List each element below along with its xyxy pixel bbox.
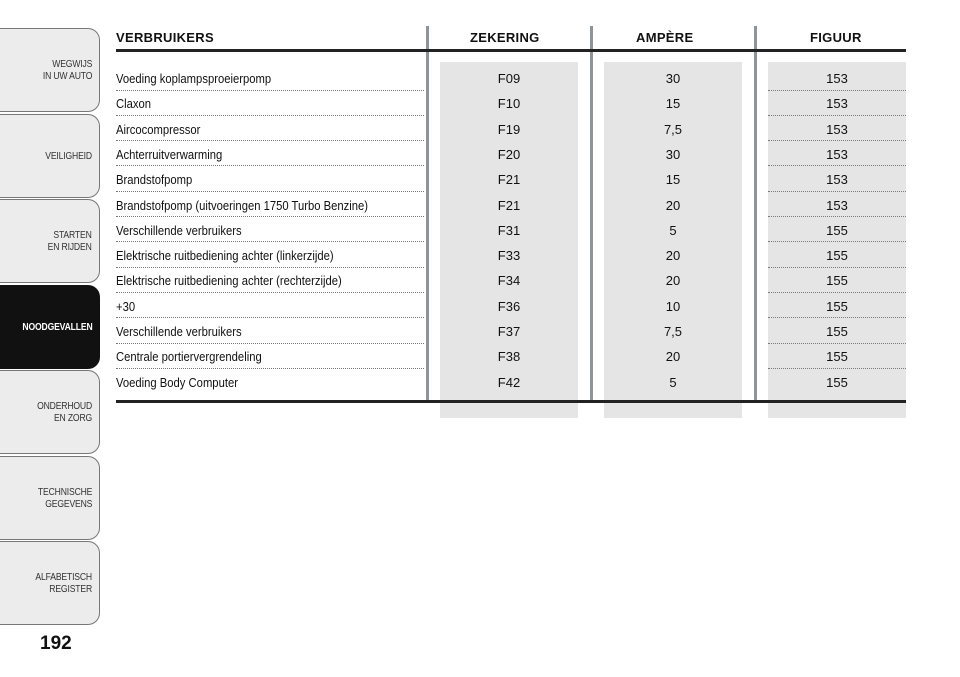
row-divider	[768, 292, 906, 293]
consumer-cell: Elektrische ruitbediening achter (rechterzijde)	[116, 274, 342, 289]
row-divider	[768, 115, 906, 116]
consumer-cell: Brandstofpomp (uitvoeringen 1750 Turbo Benzine)	[116, 198, 369, 213]
ampere-cell: 15	[665, 172, 681, 188]
chapter-tab-label-line1: NOODGEVALLEN	[21, 320, 92, 333]
chapter-tab-label-line2: REGISTER	[49, 583, 92, 595]
row-divider	[116, 140, 424, 141]
row-divider	[116, 292, 424, 293]
chapter-tab-label	[35, 571, 92, 595]
consumer-cell: Centrale portiervergrendeling	[116, 350, 262, 365]
fuse-cell: F36	[497, 298, 521, 314]
fuse-cell: F42	[497, 374, 521, 390]
fuse-cell: F21	[497, 197, 521, 213]
fuse-cell: F20	[497, 146, 521, 162]
row-divider	[768, 267, 906, 268]
row-divider	[768, 191, 906, 192]
fuse-column-band	[440, 62, 578, 418]
chapter-tab-label	[37, 400, 92, 424]
chapter-tab-label	[45, 150, 92, 162]
column-separator	[754, 26, 757, 402]
row-divider	[768, 165, 906, 166]
chapter-tab-label	[22, 321, 92, 333]
figure-cell: 155	[826, 374, 848, 390]
chapter-tab-label-line1: STARTEN	[53, 229, 92, 241]
header-figure: FIGUUR	[810, 30, 862, 45]
chapter-tab-label-line2: GEGEVENS	[44, 497, 92, 510]
figure-cell: 155	[826, 324, 848, 339]
figure-cell: 153	[826, 146, 848, 162]
row-divider	[768, 343, 906, 344]
chapter-tab-label-line1: VEILIGHEID	[45, 149, 92, 162]
chapter-tab-label	[48, 229, 92, 253]
ampere-cell: 5	[669, 222, 677, 238]
figure-cell: 153	[826, 172, 848, 188]
chapter-tab-label-line1: TECHNISCHE	[37, 485, 92, 498]
chapter-tab-label	[43, 58, 92, 82]
header-fuse: ZEKERING	[470, 30, 540, 45]
consumer-cell: Voeding Body Computer	[116, 375, 238, 390]
consumer-cell: Verschillende verbruikers	[116, 325, 242, 339]
fuse-cell: F33	[497, 248, 521, 264]
figure-cell: 155	[826, 222, 848, 238]
fuse-cell: F34	[497, 273, 521, 289]
row-divider	[768, 368, 906, 369]
figure-cell: 155	[826, 298, 848, 314]
figure-cell: 155	[826, 349, 848, 365]
chapter-tab[interactable]	[0, 370, 100, 454]
header-rule	[116, 49, 906, 52]
chapter-tab-label-line2: IN UW AUTO	[42, 70, 92, 82]
row-divider	[768, 216, 906, 217]
chapter-tab-label-line1: ALFABETISCH	[35, 571, 92, 583]
chapter-tab[interactable]	[0, 114, 100, 198]
ampere-cell: 10	[665, 298, 681, 314]
ampere-cell: 20	[665, 273, 681, 289]
figure-cell: 153	[826, 71, 848, 86]
column-separator	[426, 26, 429, 402]
ampere-cell: 30	[665, 146, 681, 162]
ampere-cell: 20	[665, 197, 681, 213]
row-divider	[116, 90, 424, 91]
consumer-cell: Verschillende verbruikers	[116, 223, 242, 238]
chapter-tab-label-line1: WEGWIJS	[52, 58, 92, 70]
figure-cell: 153	[826, 197, 848, 213]
row-divider	[768, 317, 906, 318]
consumer-cell: Claxon	[116, 97, 152, 112]
consumer-cell: Voeding koplampsproeierpomp	[116, 72, 272, 86]
chapter-tab-label-line2: EN RIJDEN	[48, 241, 92, 253]
ampere-cell: 7,5	[663, 121, 683, 137]
fuse-cell: F19	[497, 121, 521, 137]
chapter-tab[interactable]	[0, 541, 100, 625]
row-divider	[116, 343, 424, 344]
chapter-tab[interactable]	[0, 456, 100, 540]
row-divider	[116, 368, 424, 369]
fuse-cell: F09	[497, 71, 521, 86]
ampere-column-band	[604, 62, 742, 418]
chapter-tab[interactable]	[0, 28, 100, 112]
fuse-cell: F21	[497, 172, 521, 188]
figure-cell: 153	[826, 96, 848, 112]
row-divider	[116, 241, 424, 242]
row-divider	[116, 317, 424, 318]
row-divider	[768, 90, 906, 91]
bottom-rule	[116, 400, 906, 403]
consumer-cell: +30	[116, 299, 136, 314]
row-divider	[116, 165, 424, 166]
fuse-cell: F37	[497, 324, 521, 339]
fuse-cell: F38	[497, 349, 521, 365]
chapter-tab[interactable]	[0, 199, 100, 283]
figure-cell: 153	[826, 121, 848, 137]
chapter-tab-label-line1: ONDERHOUD	[37, 400, 92, 412]
row-divider	[116, 115, 424, 116]
row-divider	[116, 191, 424, 192]
ampere-cell: 5	[669, 374, 677, 390]
chapter-tab-label	[38, 486, 92, 510]
page-number: 192	[40, 633, 72, 654]
consumer-cell: Achterruitverwarming	[116, 147, 223, 162]
fuse-table	[116, 26, 906, 406]
row-divider	[768, 241, 906, 242]
ampere-cell: 20	[665, 349, 681, 365]
header-consumers: VERBRUIKERS	[116, 30, 214, 45]
row-divider	[116, 216, 424, 217]
consumer-cell: Elektrische ruitbediening achter (linkerzijde)	[116, 249, 334, 264]
figure-cell: 155	[826, 273, 848, 289]
ampere-cell: 7,5	[663, 324, 683, 339]
column-separator	[590, 26, 593, 402]
header-ampere: AMPÈRE	[636, 30, 694, 45]
consumer-cell: Brandstofpomp	[116, 173, 193, 188]
fuse-cell: F10	[497, 96, 521, 112]
chapter-tab-label-line2: EN ZORG	[53, 412, 92, 424]
row-divider	[116, 267, 424, 268]
figure-cell: 155	[826, 248, 848, 264]
ampere-cell: 30	[665, 71, 681, 86]
ampere-cell: 15	[665, 96, 681, 112]
ampere-cell: 20	[665, 248, 681, 264]
row-divider	[768, 140, 906, 141]
consumer-cell: Aircocompressor	[116, 122, 201, 137]
chapter-tab[interactable]	[0, 285, 100, 369]
fuse-cell: F31	[497, 222, 521, 238]
